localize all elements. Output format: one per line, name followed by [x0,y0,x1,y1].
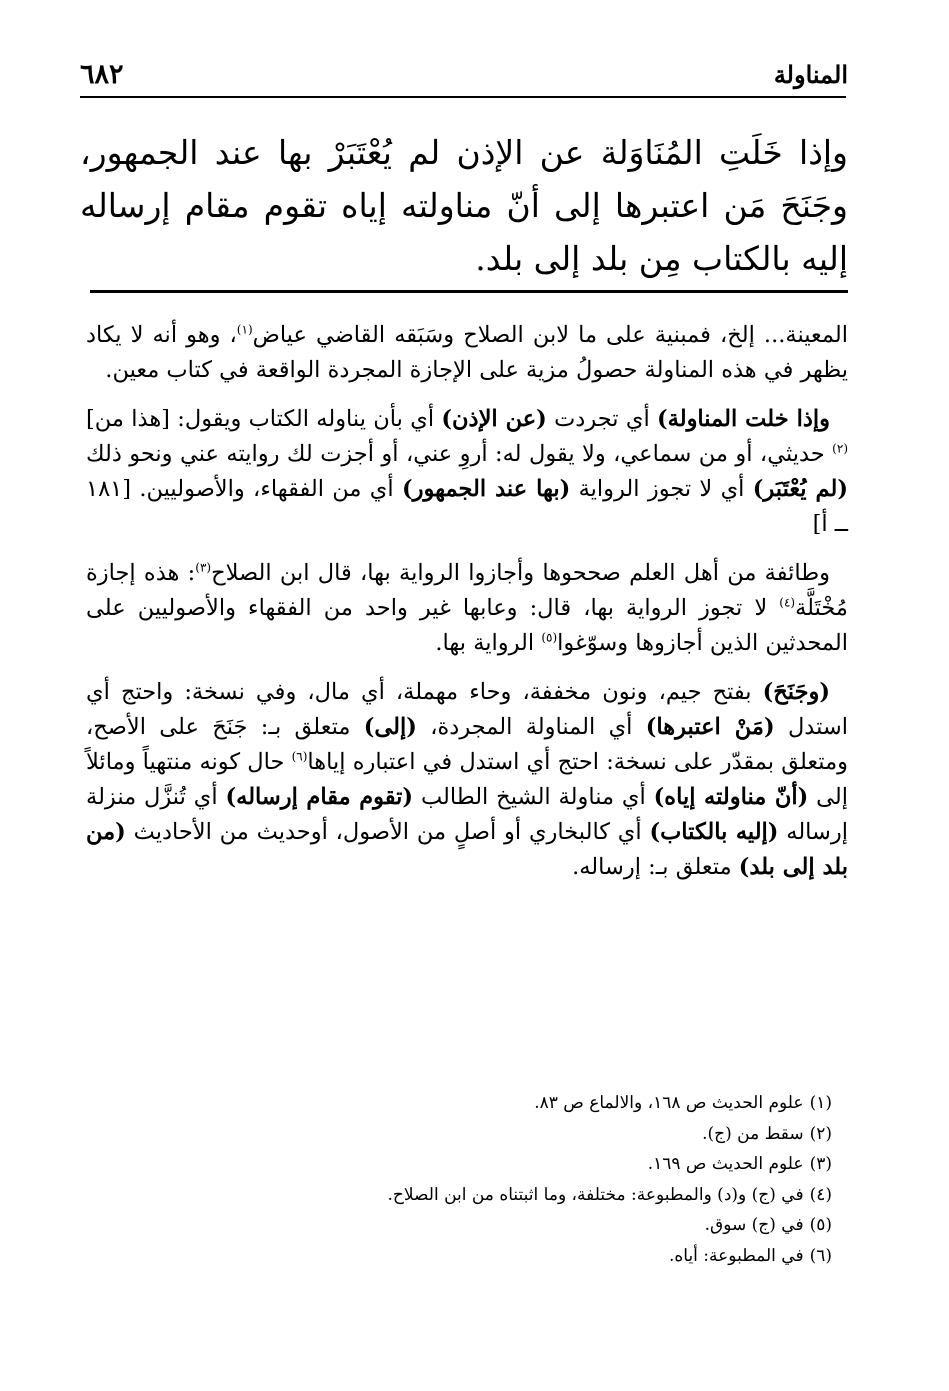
page-number: ٦٨٢ [80,59,124,90]
quoted-matn: (أنّ مناولته إياه) [653,784,809,810]
commentary-text: لا تجوز الرواية بها، قال: وعابها غير واحد من الفقهاء والأصوليين على المحدثين الذين أجازوها وسوّغوا [86,595,848,656]
commentary-text: متعلق بـ: جَنَحَ على الأصح، ومتعلق بمقدّر على نسخة: احتج أي استدل في اعتباره إياها [86,714,848,775]
quoted-matn: (بها عند الجمهور) [401,476,571,502]
commentary-text: ، وهو أنه لا يكاد يظهر في هذه المناولة حصولُ مزية على الإجازة المجردة الواقعة في كتاب معين. [86,322,848,383]
footnote-number: (١) [809,1093,832,1113]
page-header [80,54,848,90]
footnote-text: سقط من (ج). [702,1123,804,1144]
commentary-text: المعينة... إلخ، فمبنية على ما لابن الصلاح وسَبَقه القاضي عياض [252,322,848,348]
commentary-text: أي بأن يناوله الكتاب ويقول: [هذا من] [86,406,442,432]
footnotes [86,1090,832,1273]
footnote-text: علوم الحديث ص ١٦٨، والالماع ص ٨٣. [534,1093,804,1113]
footnote-ref: (١) [236,322,253,337]
footnote-ref: (٥) [541,630,558,645]
commentary-text: وطائفة من أهل العلم صححوها وأجازوا الرواية بها، قال ابن الصلاح [211,560,830,586]
footnote-text: علوم الحديث ص ١٦٩. [647,1154,804,1174]
commentary-text: حديثي، أو من سماعي، ولا يقول له: أروِ عني، أو أجزت لك روايته عني ونحو ذلك [86,441,833,467]
quoted-matn: (إليه بالكتاب) [649,819,779,845]
footnote-number: (٣) [809,1154,832,1174]
footnote-item [86,1212,832,1239]
commentary-text: أي مناولة الشيخ الطالب [413,784,654,810]
footnote-ref: (٣) [195,560,212,575]
commentary-paragraph-2 [86,402,848,542]
footnote-ref: (٦) [291,749,308,764]
footnote-item [86,1121,832,1148]
footnote-item [86,1151,832,1178]
quoted-matn: (مَنْ اعتبرها) [645,714,775,740]
commentary-text: حال كونه منتهياً ومائلاً إلى [86,749,849,810]
quoted-matn: (تقوم مقام إرساله) [225,784,414,810]
quoted-matn: وإذا خلت المناولة) [657,406,830,432]
footnote-ref: (٤) [779,595,796,610]
commentary-paragraph-1 [86,318,848,388]
quoted-matn: (من بلد إلى بلد) [86,819,848,880]
footnote-number: (٥) [809,1215,832,1235]
footnote-text: في المطبوعة: أياه. [668,1245,804,1266]
commentary-text: أي من الفقهاء، والأصوليين. [١٨١ ــ أ] [86,476,848,537]
matn-text: وإذا خَلَتِ المُنَاوَلة عن الإذن لم يُعْتَبَرْ بها عند الجمهور، وجَنَحَ مَن اعتبرها إلى أنّ مناولته إياه تقوم مقام إرساله إليه بالكتاب مِن بلد إلى بلد. [80,133,848,278]
quoted-matn: (وجَنَحَ) [762,679,830,705]
commentary-text: أي تُنزَّل منزلة إرساله [86,784,848,845]
commentary-paragraph-4 [86,675,848,885]
commentary-text: الرواية بها. [435,630,542,656]
commentary-text: أي كالبخاري أو أصلٍ من الأصول، أوحديث من الأحاديث [125,819,650,845]
commentary-text: : هذه إجازة مُخْتَلَّة [86,560,848,621]
footnote-text: في (ج) سوق. [704,1215,804,1235]
header-rule [80,96,846,98]
footnote-number: (٦) [809,1245,832,1266]
running-title: المناولة [773,60,848,89]
commentary-text: أي تجردت [546,406,657,432]
commentary [86,318,848,899]
footnote-number: (٤) [809,1184,832,1205]
commentary-text: أي لا تجوز الرواية [570,476,753,502]
commentary-text: بفتح جيم، ونون مخففة، وحاء مهملة، أي مال، وفي نسخة: واحتج أي استدل [86,679,848,740]
footnote-text: في (ج) و(د) والمطبوعة: مختلفة، وما اثبتناه من ابن الصلاح. [387,1184,804,1205]
commentary-text: أي المناولة المجردة، [416,714,646,740]
quoted-matn: (عن الإذن) [441,406,547,432]
footnote-item [86,1243,832,1270]
footnote-item [86,1090,832,1117]
footnote-number: (٢) [809,1123,832,1144]
footnote-item [86,1182,832,1209]
footnote-ref: (٢) [832,441,848,456]
quoted-matn: (لم يُعْتَبَر) [752,476,848,502]
quoted-matn: (إلى) [363,714,417,740]
matn-separator-rule [90,290,848,293]
commentary-text: متعلق بـ: إرساله. [572,854,739,880]
commentary-paragraph-3 [86,556,848,661]
